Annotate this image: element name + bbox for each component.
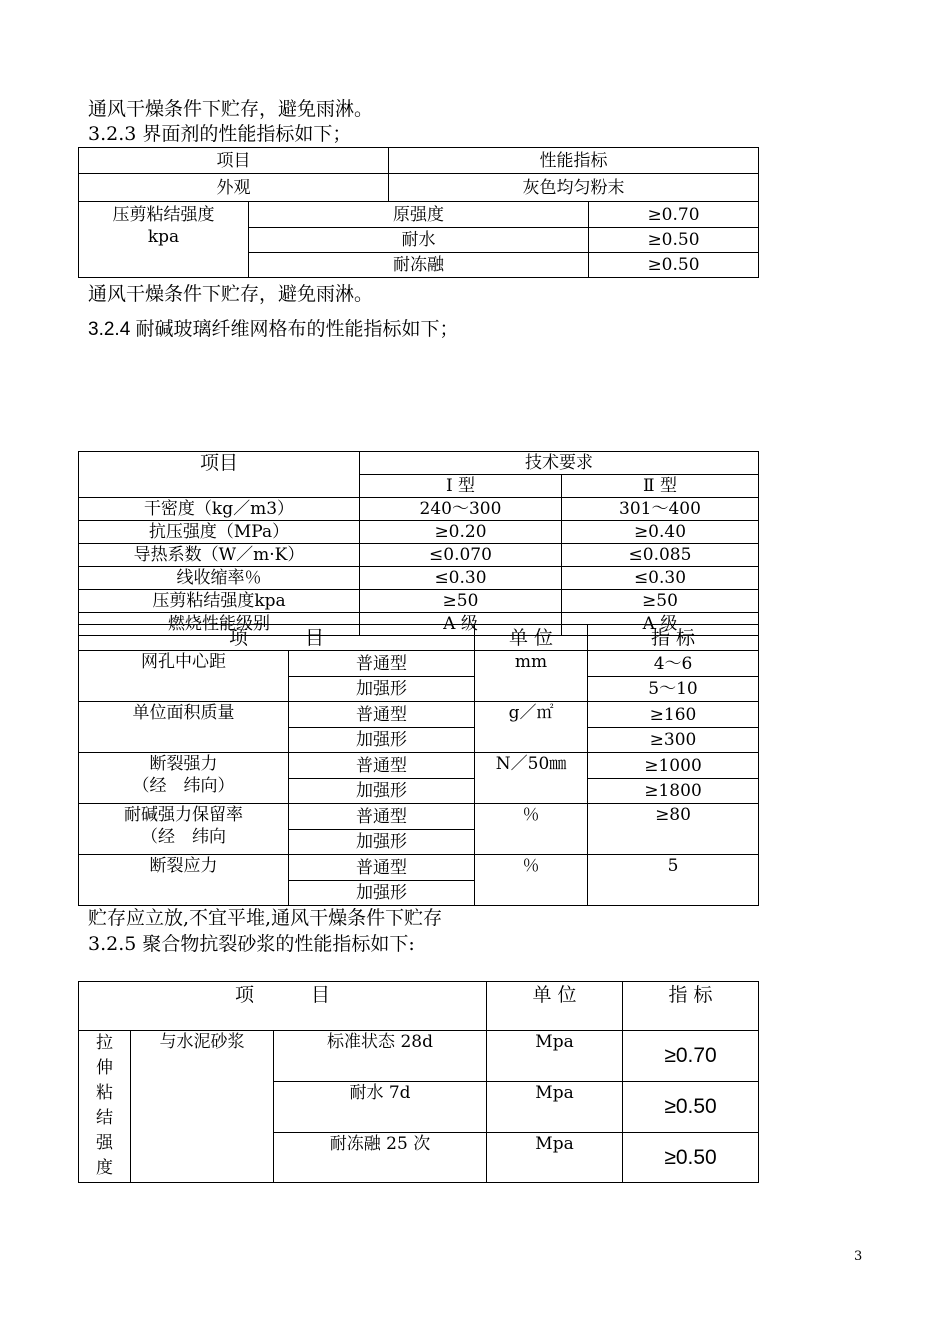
mortar-spec-table — [78, 981, 759, 1183]
t2-type2-cell: ≤0.085 — [562, 544, 759, 567]
t1-cond-cell: 耐冻融 — [249, 253, 589, 278]
t3-group-name: 耐碱强力保留率 （经 纬向 — [79, 804, 289, 855]
t3-value-cell: ≥1800 — [588, 779, 759, 804]
t4-header-index: 指 标 — [623, 982, 759, 1031]
t1-appearance-label: 外观 — [79, 174, 389, 202]
t1-value-cell: ≥0.70 — [589, 202, 759, 228]
t3-value-cell: 4～6 — [588, 651, 759, 677]
t2-type1-cell: A 级 — [360, 613, 562, 636]
t4-sub-label: 与水泥砂浆 — [131, 1031, 274, 1183]
t2-item-cell: 线收缩率％ — [79, 567, 360, 590]
t3-unit-cell: N／50㎜ — [475, 753, 588, 804]
t4-value-cell: ≥0.70 — [623, 1031, 759, 1082]
t2-item-cell: 干密度（kg／m3） — [79, 498, 360, 521]
t2-item-cell: 抗压强度（MPa） — [79, 521, 360, 544]
t3-group-name: 单位面积质量 — [79, 702, 289, 753]
t3-value-cell: ≥80 — [588, 804, 759, 855]
insulation-spec-table — [78, 451, 759, 636]
t3-header-index: 指 标 — [588, 625, 759, 651]
t2-header-tech: 技术要求 — [360, 452, 759, 475]
t3-unit-cell: ％ — [475, 804, 588, 855]
t3-header-item: 项 目 — [79, 625, 475, 651]
t3-type-cell: 普通型 — [289, 651, 475, 677]
t3-value-cell: ≥1000 — [588, 753, 759, 779]
t4-header-item: 项 目 — [79, 982, 487, 1031]
t2-header-item: 项目 — [79, 452, 360, 498]
t3-type-cell: 普通型 — [289, 702, 475, 728]
t3-value-cell: 5～10 — [588, 677, 759, 702]
mesh-spec-table — [78, 624, 759, 906]
t4-vertical-label: 拉伸粘结强度 — [79, 1031, 131, 1183]
t2-header-type2: Ⅱ 型 — [562, 475, 759, 498]
t3-type-cell: 加强形 — [289, 830, 475, 855]
t2-type1-cell: 240～300 — [360, 498, 562, 521]
t3-type-cell: 普通型 — [289, 855, 475, 881]
t1-appearance-value: 灰色均匀粉末 — [389, 174, 759, 202]
t1-value-cell: ≥0.50 — [589, 253, 759, 278]
t3-group-name: 断裂应力 — [79, 855, 289, 906]
t1-cond-cell: 耐水 — [249, 228, 589, 253]
storage-note-2: 通风干燥条件下贮存，避免雨淋。 — [88, 283, 374, 305]
t3-header-unit: 单 位 — [475, 625, 588, 651]
t2-type2-cell: ≤0.30 — [562, 567, 759, 590]
t1-cond-cell: 原强度 — [249, 202, 589, 228]
t3-unit-cell: g／㎡ — [475, 702, 588, 753]
t3-unit-cell: ％ — [475, 855, 588, 906]
t1-group-label: 压剪粘结强度 kpa — [79, 202, 249, 278]
t4-header-unit: 单 位 — [487, 982, 623, 1031]
t4-cond-cell: 耐冻融 25 次 — [274, 1133, 487, 1183]
t2-type1-cell: ≤0.070 — [360, 544, 562, 567]
storage-note-3: 贮存应立放,不宜平堆,通风干燥条件下贮存 — [88, 907, 443, 929]
heading-3-2-4: 3.2.4 耐碱玻璃纤维网格布的性能指标如下； — [88, 319, 459, 340]
t4-unit-cell: Mpa — [487, 1082, 623, 1133]
t2-type1-cell: ≥50 — [360, 590, 562, 613]
t1-header-item: 项目 — [79, 148, 389, 174]
t2-header-type1: Ⅰ 型 — [360, 475, 562, 498]
t2-type1-cell: ≤0.30 — [360, 567, 562, 590]
t3-group-name: 断裂强力 （经 纬向） — [79, 753, 289, 804]
t3-type-cell: 加强形 — [289, 677, 475, 702]
t3-group-name: 网孔中心距 — [79, 651, 289, 702]
t3-type-cell: 加强形 — [289, 728, 475, 753]
t2-type2-cell: A 级 — [562, 613, 759, 636]
t1-value-cell: ≥0.50 — [589, 228, 759, 253]
t3-type-cell: 普通型 — [289, 753, 475, 779]
t2-type2-cell: ≥0.40 — [562, 521, 759, 544]
t2-type2-cell: ≥50 — [562, 590, 759, 613]
storage-note-1: 通风干燥条件下贮存，避免雨淋。 — [88, 98, 374, 120]
t2-type1-cell: ≥0.20 — [360, 521, 562, 544]
page-number: 3 — [854, 1249, 863, 1264]
t3-unit-cell: mm — [475, 651, 588, 702]
t4-unit-cell: Mpa — [487, 1031, 623, 1082]
heading-3-2-3: 3.2.3 界面剂的性能指标如下； — [88, 123, 352, 145]
t3-value-cell: ≥300 — [588, 728, 759, 753]
t4-cond-cell: 耐水 7d — [274, 1082, 487, 1133]
t3-type-cell: 普通型 — [289, 804, 475, 830]
t1-header-index: 性能指标 — [389, 148, 759, 174]
interface-agent-table — [78, 147, 759, 278]
t3-type-cell: 加强形 — [289, 881, 475, 906]
t2-item-cell: 导热系数（W／m·K） — [79, 544, 360, 567]
t4-value-cell: ≥0.50 — [623, 1133, 759, 1183]
t3-value-cell: 5 — [588, 855, 759, 906]
t3-type-cell: 加强形 — [289, 779, 475, 804]
t2-item-cell: 燃烧性能级别 — [79, 613, 360, 636]
t2-type2-cell: 301～400 — [562, 498, 759, 521]
t4-cond-cell: 标准状态 28d — [274, 1031, 487, 1082]
heading-3-2-5: 3.2.5 聚合物抗裂砂浆的性能指标如下: — [88, 933, 415, 955]
t4-unit-cell: Mpa — [487, 1133, 623, 1183]
t4-value-cell: ≥0.50 — [623, 1082, 759, 1133]
t2-item-cell: 压剪粘结强度kpa — [79, 590, 360, 613]
t3-value-cell: ≥160 — [588, 702, 759, 728]
